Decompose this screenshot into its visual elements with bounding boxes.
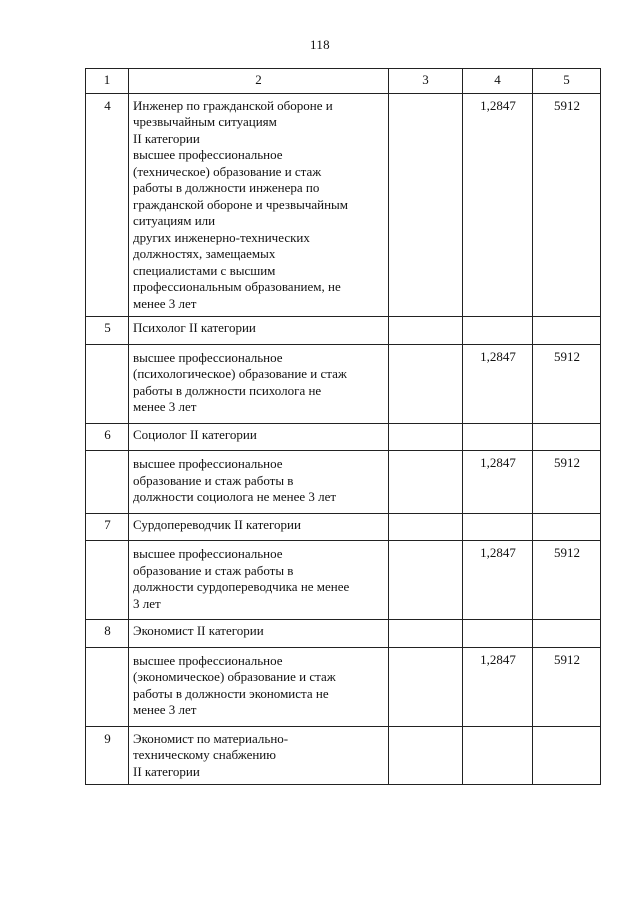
- table-header-row: [86, 69, 601, 94]
- qualification-table: [85, 68, 601, 785]
- table-row: [86, 620, 601, 648]
- position-requirements-cell: высшее профессиональное образование и стаж работы в должности социолога не менее 3 лет: [129, 451, 389, 514]
- empty-cell: [389, 451, 463, 514]
- row-number-cell: [86, 647, 129, 726]
- table-row: [86, 423, 601, 451]
- salary-cell: [533, 620, 601, 648]
- header-cell-4: 4: [463, 69, 533, 94]
- salary-cell: 5912: [533, 93, 601, 317]
- header-cell-1: 1: [86, 69, 129, 94]
- coefficient-cell: [463, 423, 533, 451]
- coefficient-cell: 1,2847: [463, 344, 533, 423]
- position-requirements-cell: высшее профессиональное (экономическое) образование и стаж работы в должности экономиста не менее 3 лет: [129, 647, 389, 726]
- empty-cell: [389, 513, 463, 541]
- position-title-cell: Сурдопереводчик II категории: [129, 513, 389, 541]
- position-title-cell: Экономист по материально- техническому снабжению II категории: [129, 726, 389, 785]
- row-number-cell: 5: [86, 317, 129, 345]
- empty-cell: [389, 317, 463, 345]
- row-number-cell: [86, 344, 129, 423]
- header-cell-5: 5: [533, 69, 601, 94]
- coefficient-cell: 1,2847: [463, 647, 533, 726]
- empty-cell: [389, 647, 463, 726]
- row-number-cell: [86, 541, 129, 620]
- position-title-cell: Социолог II категории: [129, 423, 389, 451]
- table-row: [86, 541, 601, 620]
- table-row: [86, 344, 601, 423]
- table-row: [86, 513, 601, 541]
- coefficient-cell: 1,2847: [463, 93, 533, 317]
- empty-cell: [389, 93, 463, 317]
- row-number-cell: 8: [86, 620, 129, 648]
- table-row: [86, 93, 601, 317]
- position-description-cell: Инженер по гражданской обороне и чрезвычайным ситуациям II категории высшее профессиональное (техническое) образование и стаж работы в должности инженера по гражданской обороне и чрезвычайным ситуациям или других инженерно-технических должностях, замещаемых специалистами с высшим профессиональным образованием, не менее 3 лет: [129, 93, 389, 317]
- coefficient-cell: 1,2847: [463, 451, 533, 514]
- coefficient-cell: [463, 726, 533, 785]
- salary-cell: [533, 317, 601, 345]
- table-row: [86, 317, 601, 345]
- row-number-cell: 6: [86, 423, 129, 451]
- coefficient-cell: [463, 513, 533, 541]
- page-number: 118: [310, 37, 330, 52]
- position-requirements-cell: высшее профессиональное образование и стаж работы в должности сурдопереводчика не менее 3 лет: [129, 541, 389, 620]
- empty-cell: [389, 344, 463, 423]
- header-cell-2: 2: [129, 69, 389, 94]
- coefficient-cell: [463, 620, 533, 648]
- salary-cell: [533, 513, 601, 541]
- table-row: [86, 726, 601, 785]
- empty-cell: [389, 423, 463, 451]
- salary-cell: 5912: [533, 647, 601, 726]
- salary-cell: 5912: [533, 344, 601, 423]
- header-cell-3: 3: [389, 69, 463, 94]
- empty-cell: [389, 726, 463, 785]
- salary-cell: [533, 423, 601, 451]
- table-row: [86, 451, 601, 514]
- salary-cell: [533, 726, 601, 785]
- coefficient-cell: 1,2847: [463, 541, 533, 620]
- row-number-cell: 9: [86, 726, 129, 785]
- coefficient-cell: [463, 317, 533, 345]
- row-number-cell: 4: [86, 93, 129, 317]
- salary-cell: 5912: [533, 541, 601, 620]
- position-title-cell: Психолог II категории: [129, 317, 389, 345]
- salary-cell: 5912: [533, 451, 601, 514]
- empty-cell: [389, 541, 463, 620]
- row-number-cell: [86, 451, 129, 514]
- position-title-cell: Экономист II категории: [129, 620, 389, 648]
- empty-cell: [389, 620, 463, 648]
- row-number-cell: 7: [86, 513, 129, 541]
- position-requirements-cell: высшее профессиональное (психологическое) образование и стаж работы в должности психолога не менее 3 лет: [129, 344, 389, 423]
- table-row: [86, 647, 601, 726]
